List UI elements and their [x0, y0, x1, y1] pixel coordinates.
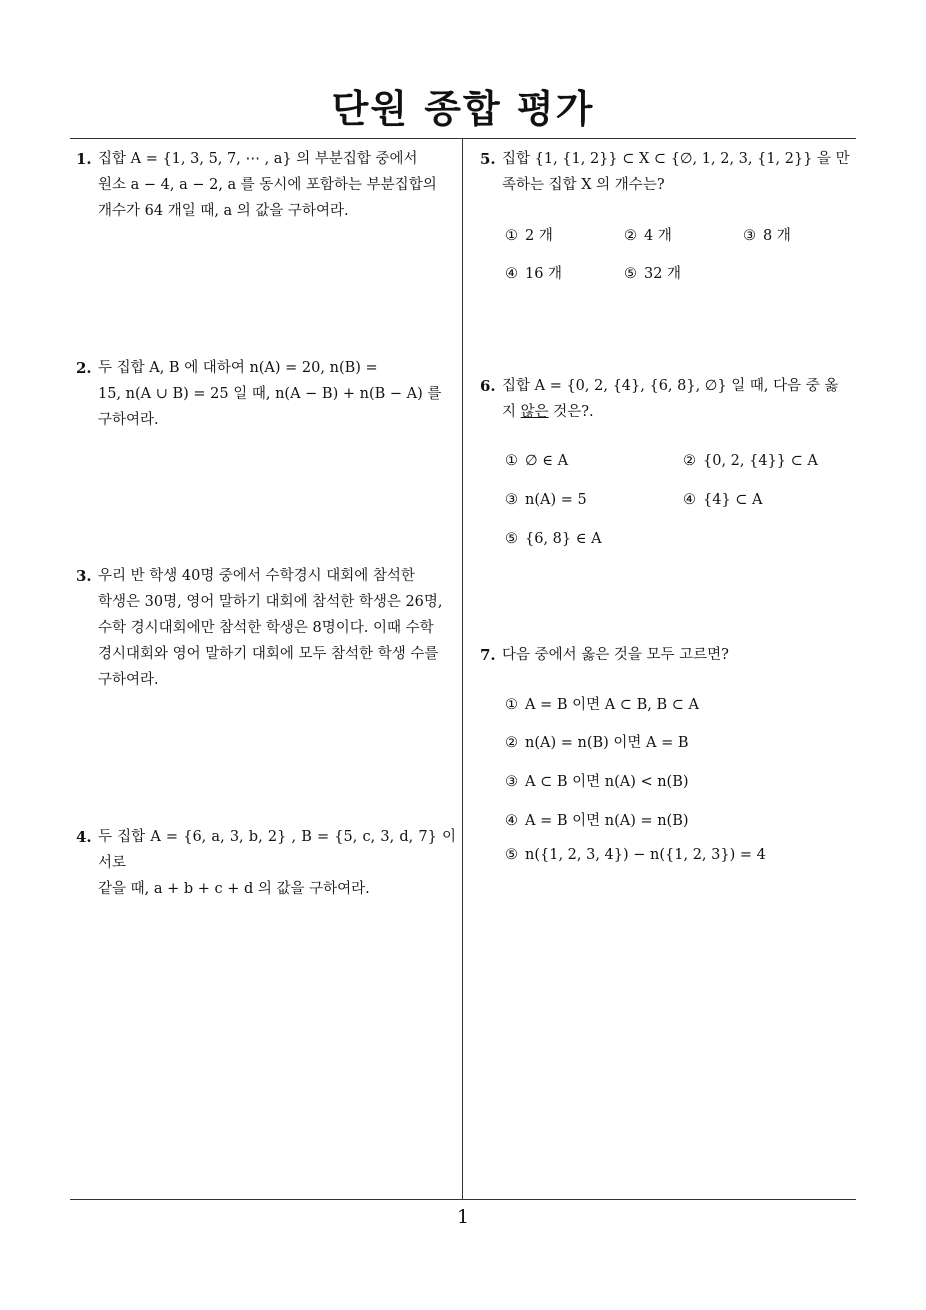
page-number: 1: [456, 1206, 470, 1228]
question-line: 집합 A = {0, 2, {4}, {6, 8}, ∅} 일 때, 다음 중 옳: [502, 378, 839, 394]
bottom-rule: [70, 1199, 856, 1200]
question-number: 7.: [480, 646, 496, 664]
question-line: 개수가 64 개일 때, a 의 값을 구하여라.: [98, 203, 349, 219]
question-line: 다음 중에서 옳은 것을 모두 고르면?: [502, 647, 729, 663]
question-number: 2.: [76, 359, 92, 377]
question-line: 두 집합 A, B 에 대하여 n(A) = 20, n(B) =: [98, 360, 378, 376]
choice-2[interactable]: ② {0, 2, {4}} ⊂ A: [683, 453, 818, 469]
choice-1[interactable]: ① ∅ ∈ A: [505, 453, 569, 469]
choice-3[interactable]: ③ A ⊂ B 이면 n(A) < n(B): [505, 774, 689, 790]
question-line: 경시대회와 영어 말하기 대회에 모두 참석한 학생 수를: [98, 646, 439, 662]
choice-1[interactable]: ① 2 개: [505, 228, 553, 244]
question-line: 원소 a − 4, a − 2, a 를 동시에 포함하는 부분집합의: [98, 177, 437, 193]
question-line: 지 않은 것은?.: [502, 404, 594, 420]
question-number: 5.: [480, 150, 496, 168]
question-line: 구하여라.: [98, 672, 159, 688]
question-6: [480, 373, 860, 425]
choice-5[interactable]: ⑤ {6, 8} ∈ A: [505, 531, 602, 547]
question-number: 1.: [76, 150, 92, 168]
choice-2[interactable]: ② 4 개: [624, 228, 672, 244]
question-4: [76, 824, 456, 902]
choice-4[interactable]: ④ 16 개: [505, 266, 563, 282]
question-line: 우리 반 학생 40명 중에서 수학경시 대회에 참석한: [98, 568, 415, 584]
question-line: 두 집합 A = {6, a, 3, b, 2} , B = {5, c, 3, d, 7} 이 서로: [98, 829, 456, 871]
question-2: [76, 355, 456, 433]
question-number: 3.: [76, 567, 92, 585]
question-line: 수학 경시대회에만 참석한 학생은 8명이다. 이때 수학: [98, 620, 434, 636]
question-line: 학생은 30명, 영어 말하기 대회에 참석한 학생은 26명,: [98, 594, 443, 610]
underlined-word: 않은: [520, 404, 549, 420]
question-line: 집합 A = {1, 3, 5, 7, ⋯ , a} 의 부분집합 중에서: [98, 151, 418, 167]
question-line: 같을 때, a + b + c + d 의 값을 구하여라.: [98, 881, 370, 897]
page-title: 단원 종합 평가: [331, 87, 595, 131]
question-7: [480, 642, 860, 668]
choice-2[interactable]: ② n(A) = n(B) 이면 A = B: [505, 735, 689, 751]
choice-3[interactable]: ③ n(A) = 5: [505, 492, 587, 508]
choice-4[interactable]: ④ {4} ⊂ A: [683, 492, 763, 508]
question-number: 4.: [76, 828, 92, 846]
question-line: 집합 {1, {1, 2}} ⊂ X ⊂ {∅, 1, 2, 3, {1, 2}} 을 만: [502, 151, 850, 167]
choice-3[interactable]: ③ 8 개: [743, 228, 791, 244]
choice-5[interactable]: ⑤ 32 개: [624, 266, 682, 282]
question-1: [76, 146, 456, 224]
choice-4[interactable]: ④ A = B 이면 n(A) = n(B): [505, 813, 689, 829]
question-line: 구하여라.: [98, 412, 159, 428]
question-number: 6.: [480, 377, 496, 395]
question-line: 15, n(A ∪ B) = 25 일 때, n(A − B) + n(B − A) 를: [98, 386, 442, 402]
choice-1[interactable]: ① A = B 이면 A ⊂ B, B ⊂ A: [505, 697, 699, 713]
question-5: [480, 146, 860, 198]
choice-5[interactable]: ⑤ n({1, 2, 3, 4}) − n({1, 2, 3}) = 4: [505, 847, 766, 863]
top-rule: [70, 138, 856, 139]
question-3: [76, 563, 456, 693]
column-divider: [462, 139, 463, 1199]
question-line: 족하는 집합 X 의 개수는?: [502, 177, 665, 193]
